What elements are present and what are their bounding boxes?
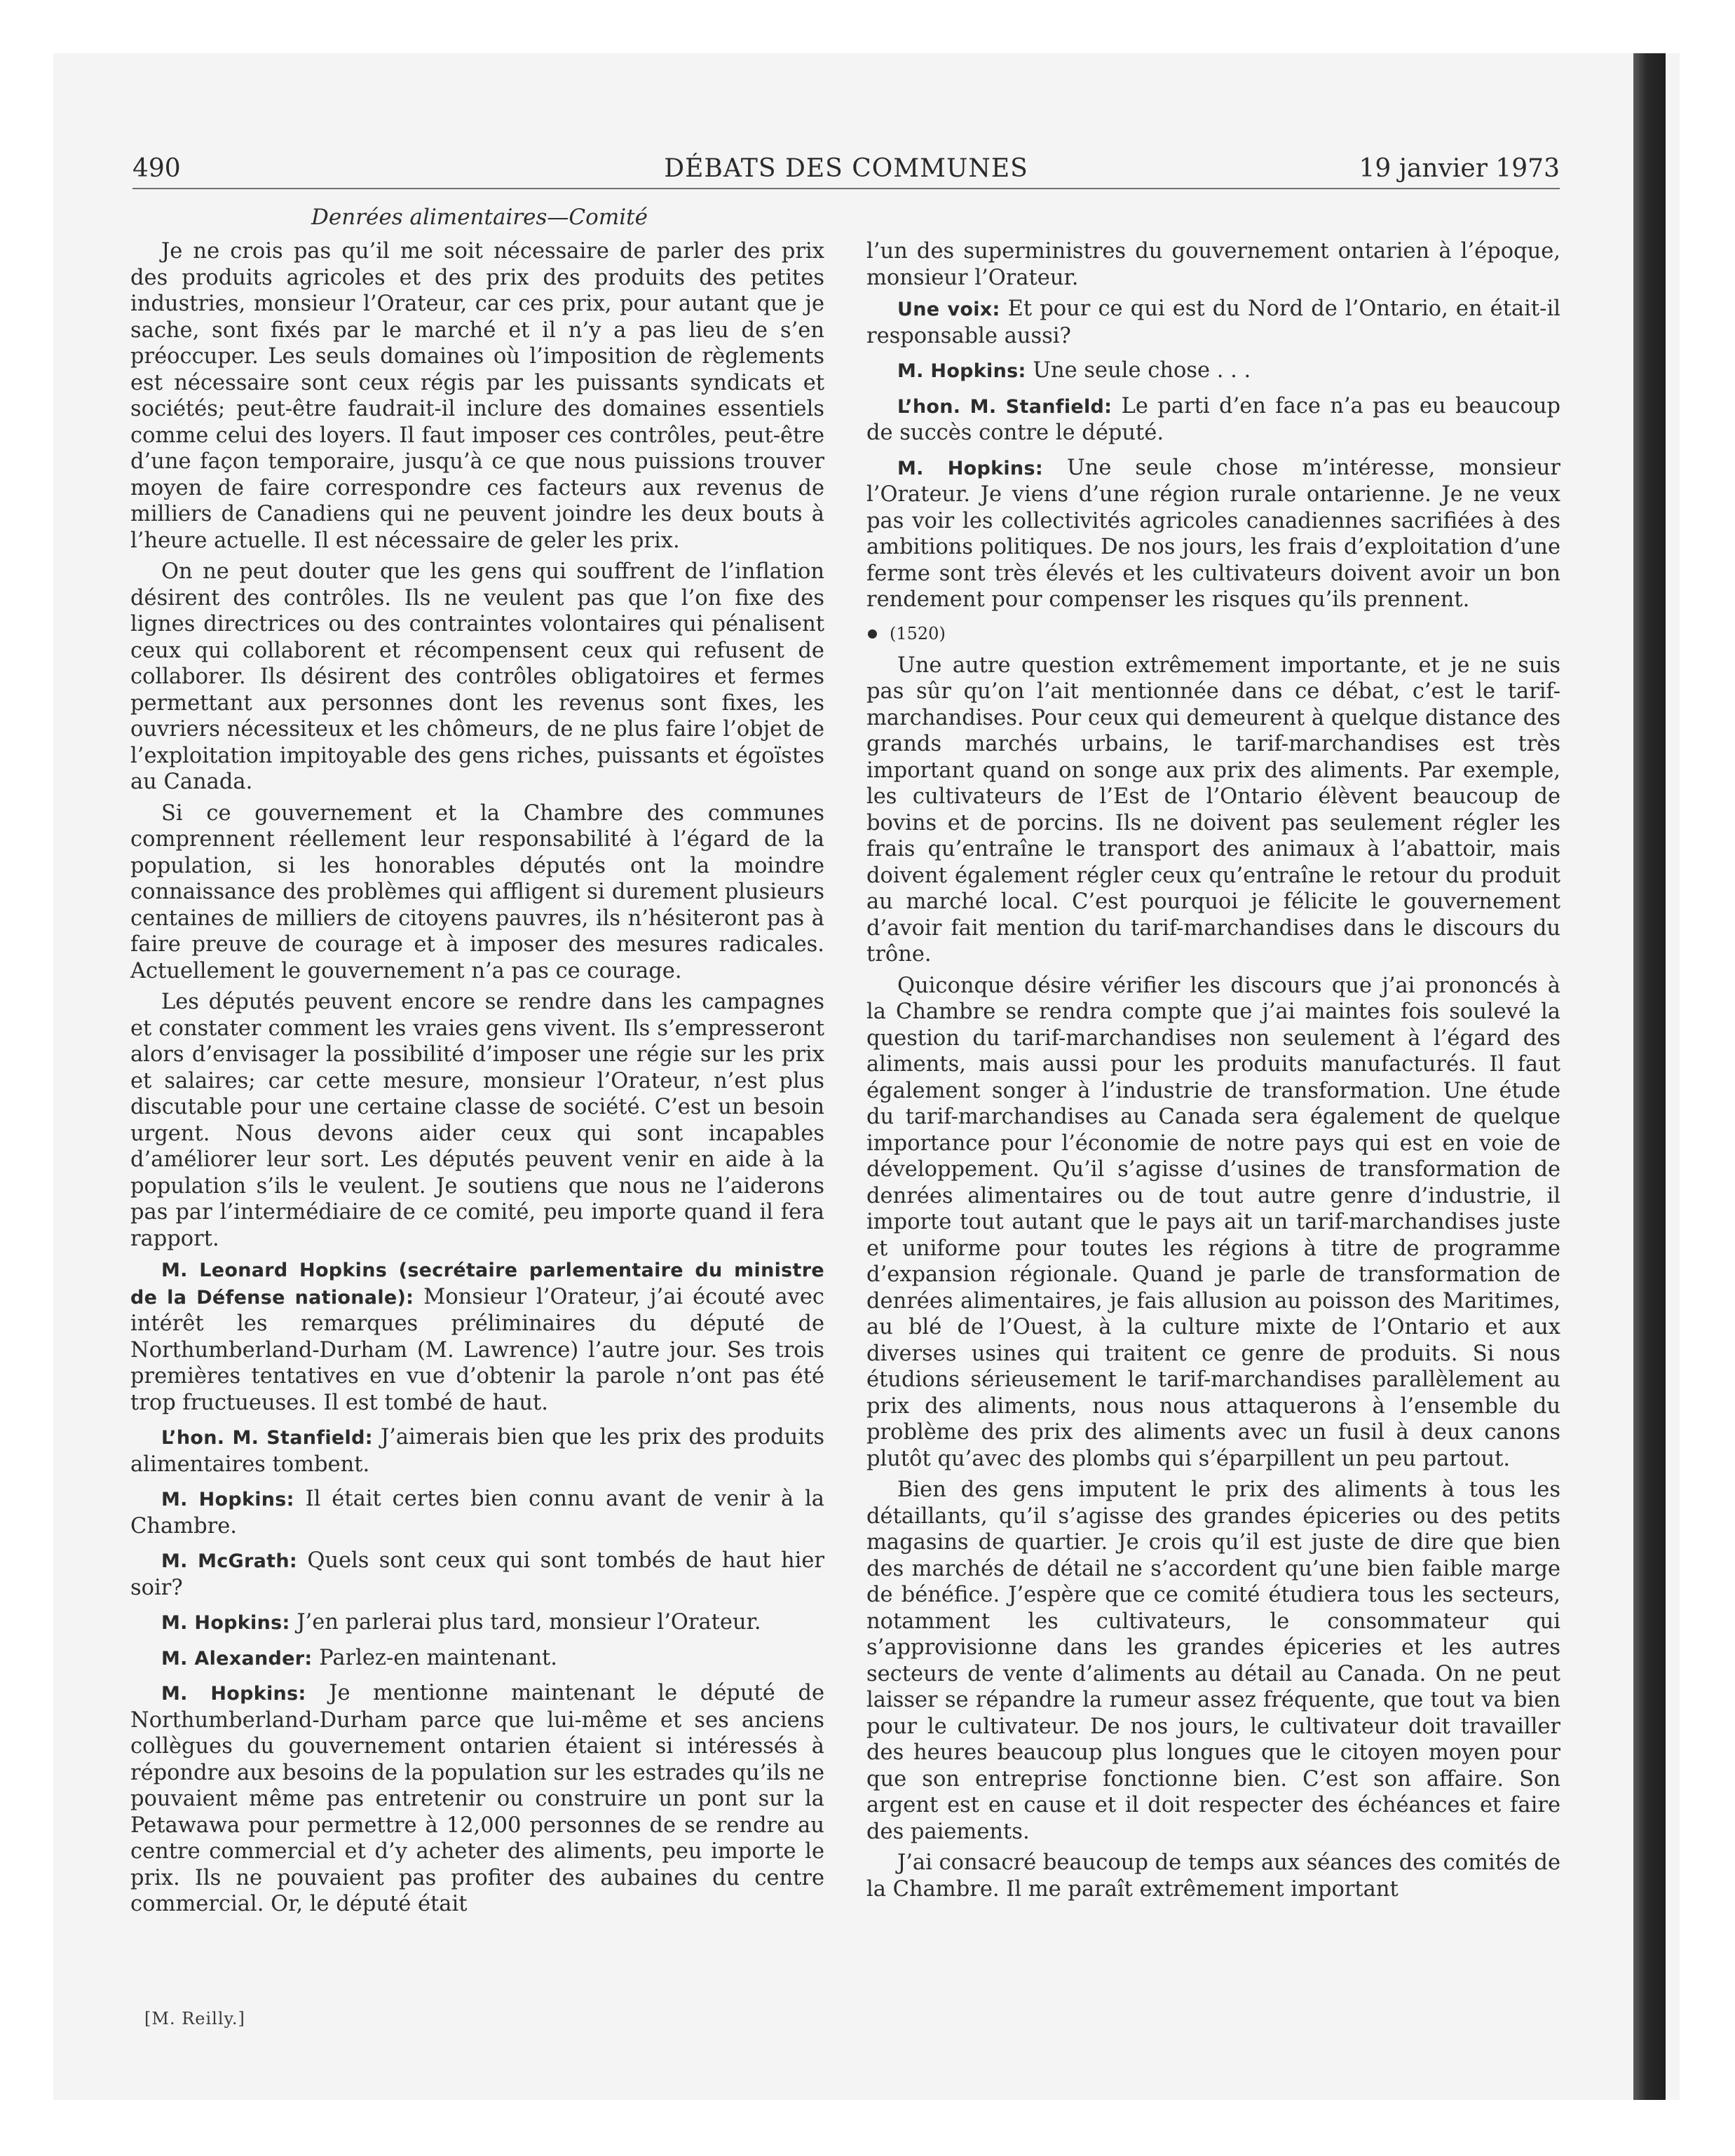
paragraph [866, 1477, 1560, 1845]
section-title: Denrées alimentaires—Comité [311, 205, 648, 230]
speaker-name: M. Hopkins: [161, 1612, 290, 1634]
paragraph [130, 238, 824, 554]
paragraph-text: Il était certes bien connu avant de venir à la Chambre. [130, 1487, 824, 1538]
paragraph-text: Je ne crois pas qu’il me soit nécessaire de parler des prix des produits agricoles et des prix des produits des petites industries, monsieur l’Orateur, car ces prix, pour autant que je sache, sont fixés par le marché et il n’y a pas lieu de s’en préoccuper. Les seuls domaines où l’imposition de règlements est nécessaire sont ceux régis par les puissants syndicats et sociétés; peut-être faudrait-il inclure des domaines essentiels comme celui des loyers. Il faut imposer ces contrôles, peut-être d’une façon temporaire, jusqu’à ce que nous puissions trouver moyen de faire correspondre ces facteurs aux revenus de milliers de Canadiens qui ne peuvent joindre les deux bouts à l’heure actuelle. Il est nécessaire de geler les prix. [130, 239, 824, 553]
speaker-footnote: [M. Reilly.] [144, 2009, 245, 2028]
paragraph-text: Une autre question extrêmement importante, et je ne suis pas sûr qu’on l’ait mentionnée dans ce débat, c’est le tarif-marchandises. Pour ceux qui demeurent à quelque distance des grands marchés urbains, le tarif-marchandises est très important quand on songe aux prix des aliments. Par exemple, les cultivateurs de l’Est de l’Ontario élèvent beaucoup de bovins et de porcins. Ils ne doivent pas seulement régler les frais qu’entraîne le transport des animaux à l’abattoir, mais doivent également régler ceux qu’entraîne le retour du produit au marché local. C’est pourquoi je félicite le gouvernement d’avoir fait mention du tarif-marchandises dans le discours du trône. [866, 653, 1560, 967]
scan-binding-shadow [1633, 53, 1666, 2100]
paragraph-text: Une seule chose m’intéresse, monsieur l’Orateur. Je viens d’une région rurale ontarienne. Je ne veux pas voir les collectivités agricoles canadiennes sacrifiées à des ambitions politiques. De nos jours, les frais d’exploitation d’une ferme sont très élevés et les cultivateurs doivent avoir un bon rendement pour compenser les risques qu’ils prennent. [866, 455, 1560, 612]
speech-paragraph [866, 393, 1560, 446]
left-column [130, 238, 824, 1926]
speech-paragraph [130, 1424, 824, 1478]
paragraph-text: J’ai consacré beaucoup de temps aux séances des comités de la Chambre. Il me paraît extrêmement important [866, 1850, 1560, 1902]
speech-paragraph [130, 1680, 824, 1918]
paragraph-text: Le parti d’en face n’a pas eu beaucoup de succès contre le député. [866, 393, 1560, 445]
paragraph-text: Quiconque désire vérifier les discours que j’ai prononcés à la Chambre se rendra compte que j’ai maintes fois soulevé la question du tarif-marchandises non seulement à l’égard des aliments, mais aussi pour les produits manufacturés. Il faut également songer à l’industrie de transformation. Une étude du tarif-marchandises au Canada sera également de quelque importance pour l’économie de notre pays qui est en voie de développement. Qu’il s’agisse d’usines de transformation de denrées alimentaires ou de tout autre genre d’industrie, il importe tout autant que le pays ait un tarif-marchandises juste et uniforme pour toutes les régions à titre de programme d’expansion régionale. Quand je parle de transformation de denrées alimentaires, je fais allusion au poisson des Maritimes, au blé de l’Ouest, à la culture mixte de l’Ontario et aux diverses usines qui traitent ce genre de produits. Si nous étudions sérieusement le tarif-marchandises parallèlement au prix des aliments, nous nous attaquerons à l’ensemble du problème des prix des aliments avec un fusil à deux canons plutôt qu’avec des plombs qui s’éparpillent un peu partout. [866, 973, 1560, 1471]
speech-paragraph [130, 1609, 824, 1637]
paragraph [866, 1850, 1560, 1902]
speaker-name: M. Hopkins: [161, 1683, 306, 1705]
speaker-name: M. Hopkins: [897, 457, 1043, 479]
speaker-name: M. Hopkins: [161, 1489, 294, 1510]
timestamp-text: (1520) [890, 623, 946, 643]
paragraph-text: On ne peut douter que les gens qui souffrent de l’inflation désirent des contrôles. Ils ne veulent pas que l’on fixe des lignes directrices ou des contraintes volontaires qui pénalisent ceux qui collaborent et récompensent ceux qui refusent de collaborer. Ils désirent des contrôles obligatoires et fermes permettant aux personnes dont les revenus sont fixes, les ouvriers nécessiteux et les chômeurs, de ne plus faire l’objet de l’exploitation impitoyable des gens riches, puissants et égoïstes au Canada. [130, 559, 824, 794]
speaker-name: M. McGrath: [161, 1550, 297, 1572]
paragraph [866, 973, 1560, 1473]
paragraph [866, 238, 1560, 291]
speech-paragraph [866, 357, 1560, 385]
speech-paragraph [130, 1486, 824, 1539]
speaker-name: M. Alexander: [161, 1647, 313, 1670]
paragraph-text: J’aimerais bien que les prix des produits alimentaires tombent. [130, 1425, 824, 1477]
paragraph [130, 559, 824, 796]
paragraph-text: Bien des gens imputent le prix des aliments à tous les détaillants, qu’il s’agisse des grandes épiceries ou des petits magasins de quartier. Je crois qu’il est juste de dire que bien des marchés de détail ne s’accordent qu’une bien faible marge de bénéfice. J’espère que ce comité étudiera tous les secteurs, notamment les cultivateurs, le consommateur qui s’approvisionne dans les grandes épiceries et les autres secteurs de vente d’aliments au détail au Canada. On ne peut laisser se répandre la rumeur assez fréquente, que tout va bien pour le cultivateur. De nos jours, le cultivateur doit travailler des heures beaucoup plus longues que le citoyen moyen pour que son entreprise fonctionne bien. C’est son affaire. Son argent est en cause et il doit respecter des échéances et faire des paiements. [866, 1478, 1560, 1844]
paragraph [130, 800, 824, 985]
paragraph-text: Je mentionne maintenant le député de Northumberland-Durham parce que lui-même et ses anciens collègues du gouvernement ontarien étaient si intéressés à répondre aux besoins de la population sur les estrades qu’ils ne pouvaient même pas entretenir ou construire un pont sur la Petawawa pour permettre à 12,000 personnes de se rendre au centre commercial et d’y acheter des aliments, peu importe le prix. Ils ne pouvaient pas profiter des aubaines du centre commercial. Or, le député était [130, 1681, 825, 1916]
paragraph-text: J’en parlerai plus tard, monsieur l’Orateur. [297, 1610, 761, 1635]
speaker-name: L’hon. M. Stanfield: [161, 1427, 373, 1449]
speech-paragraph [866, 455, 1560, 613]
right-column [866, 238, 1560, 1907]
speech-paragraph [130, 1548, 824, 1601]
paragraph-text: l’un des superministres du gouvernement ontarien à l’époque, monsieur l’Orateur. [866, 239, 1560, 290]
speaker-name: Une voix: [897, 299, 1000, 320]
speech-paragraph [130, 1257, 824, 1416]
paragraph-text: Et pour ce qui est du Nord de l’Ontario, en était-il responsable aussi? [866, 296, 1560, 348]
page-number: 490 [132, 154, 181, 183]
paragraph-text: Parlez-en maintenant. [319, 1645, 557, 1670]
bullet-icon [868, 629, 877, 639]
publication-title: DÉBATS DES COMMUNES [664, 154, 1028, 183]
paragraph-text: Quels sont ceux qui sont tombés de haut hier soir? [130, 1548, 824, 1600]
paragraph [866, 653, 1560, 968]
paragraph-text: Si ce gouvernement et la Chambre des communes comprennent réellement leur responsabilité à l’égard de la population, si les honorables députés ont la moindre connaissance des problèmes qui affligent si durement plusieurs centaines de milliers de citoyens pauvres, ils n’hésiteront pas à faire preuve de courage et à imposer des mesures radicales. Actuellement le gouvernement n’a pas ce courage. [130, 800, 824, 983]
publication-date: 19 janvier 1973 [1359, 154, 1560, 183]
speaker-name: L’hon. M. Stanfield: [897, 395, 1113, 418]
paragraph [130, 989, 824, 1252]
timestamp-marker [866, 622, 1560, 646]
paragraph-text: Les députés peuvent encore se rendre dans les campagnes et constater comment les vraies gens vivent. Ils s’empresseront alors d’envisager la possibilité d’imposer une régie sur les prix et salaires; car cette mesure, monsieur l’Orateur, n’est plus discutable pour une certaine classe de société. C’est un besoin urgent. Nous devons aider ceux qui sont incapables d’améliorer leur sort. Les députés peuvent venir en aide à la population s’ils le veulent. Je soutiens que nous ne l’aiderons pas par l’intermédiaire de ce comité, peu importe quand il fera rapport. [130, 990, 824, 1251]
speech-paragraph [866, 296, 1560, 349]
paragraph-text: Monsieur l’Orateur, j’ai écouté avec intérêt les remarques préliminaires du député de Northumberland-Durham (M. Lawrence) l’autre jour. Ses trois premières tentatives en vue d’obtenir la parole n’ont pas été trop fructueuses. Il est tombé de haut. [130, 1284, 825, 1415]
speaker-name: M. Hopkins: [897, 360, 1026, 382]
paragraph-text: Une seule chose . . . [1033, 358, 1251, 383]
running-header [132, 153, 1560, 189]
speech-paragraph [130, 1645, 824, 1672]
speaker-name: M. Leonard Hopkins (secrétaire parlementaire du ministre de la Défense nationale): [130, 1260, 824, 1309]
